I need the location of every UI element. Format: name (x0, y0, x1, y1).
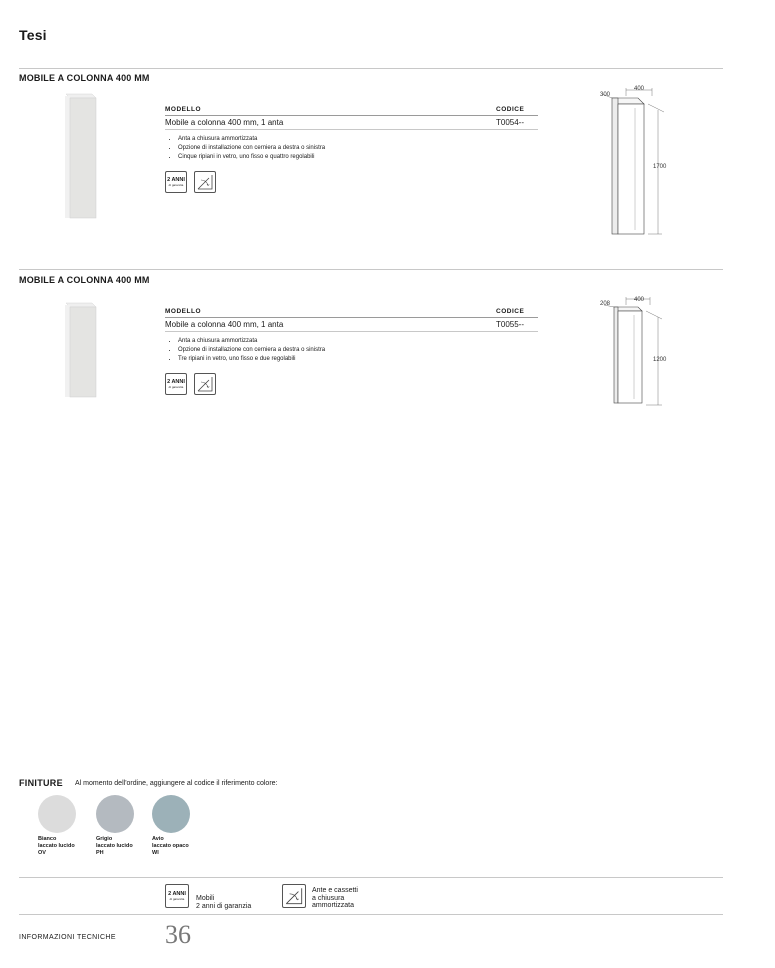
warranty-badge-subtext: di garanzia (168, 385, 184, 389)
product-code: T0055-- (496, 320, 525, 329)
product-title: MOBILE A COLONNA 400 MM (19, 275, 150, 285)
legend-softclose-text (312, 887, 358, 910)
feature-item: • Tre ripiani in vetro, uno fisso e due regolabili (178, 355, 325, 364)
warranty-badge-icon (165, 373, 187, 395)
feature-item: • Anta a chiusura ammortizzata (178, 135, 325, 144)
dimension-depth: 208 (600, 301, 611, 307)
table-rule (165, 129, 538, 130)
feature-list (170, 135, 325, 162)
swatch-name: Grigio (96, 836, 113, 842)
feature-item: • Opzione di installazione con cerniera a destra o sinistra (178, 346, 325, 355)
swatch-code: OV (38, 850, 46, 856)
dimension-depth: 300 (600, 92, 611, 98)
model-name: Mobile a colonna 400 mm, 1 anta (165, 320, 284, 329)
column-header-code: CODICE (496, 106, 525, 113)
legend-softclose-line: Ante e cassetti (312, 887, 358, 894)
column-header-model: MODELLO (165, 106, 201, 113)
feature-item: • Cinque ripiani in vetro, uno fisso e quattro regolabili (178, 153, 325, 162)
soft-close-icon (282, 884, 306, 908)
finiture-description: Al momento dell'ordine, aggiungere al codice il riferimento colore: (75, 780, 278, 787)
soft-close-icon (194, 373, 216, 395)
section-divider (19, 68, 723, 69)
swatch-label (96, 836, 146, 857)
finiture-title: FINITURE (19, 778, 63, 788)
section-divider (19, 269, 723, 270)
color-swatch (96, 795, 134, 833)
column-header-code: CODICE (496, 308, 525, 315)
legend-warranty-text (196, 895, 251, 910)
color-swatch (152, 795, 190, 833)
page-number: 36 (165, 920, 191, 949)
warranty-badge-subtext: di garanzia (168, 183, 184, 187)
warranty-badge-text: 2 ANNI (167, 379, 185, 385)
swatch-finish: laccato lucido (38, 843, 75, 849)
legend-softclose-line: a chiusura (312, 894, 345, 902)
soft-close-icon (194, 171, 216, 193)
table-rule (165, 317, 538, 318)
swatch-finish: laccato lucido (96, 843, 133, 849)
table-rule (165, 115, 538, 116)
product-image (58, 299, 103, 399)
swatch-code: WI (152, 850, 159, 856)
technical-drawing (598, 84, 678, 239)
dimension-width: 400 (634, 86, 645, 92)
product-title: MOBILE A COLONNA 400 MM (19, 73, 150, 83)
feature-item: • Opzione di installazione con cerniera a destra o sinistra (178, 144, 325, 153)
feature-list (170, 337, 325, 364)
swatch-label (38, 836, 88, 857)
warranty-badge-icon (165, 884, 189, 908)
legend-warranty-line: 2 anni di garanzia (196, 902, 252, 910)
dimension-height: 1200 (653, 357, 667, 363)
swatch-name: Bianco (38, 836, 57, 842)
swatch-finish: laccato opaco (152, 843, 189, 849)
swatch-label (152, 836, 202, 857)
warranty-badge-subtext: di garanzia (169, 897, 185, 901)
column-header-model: MODELLO (165, 308, 201, 315)
product-code: T0054-- (496, 118, 525, 127)
legend-warranty-line: Mobili (196, 895, 215, 902)
technical-drawing (598, 295, 678, 410)
product-image (58, 90, 103, 222)
swatch-name: Avio (152, 836, 164, 842)
warranty-badge-text: 2 ANNI (167, 177, 185, 183)
color-swatch (38, 795, 76, 833)
warranty-badge-icon (165, 171, 187, 193)
warranty-badge-text: 2 ANNI (168, 891, 186, 897)
brand-title: Tesi (19, 27, 47, 43)
table-rule (165, 331, 538, 332)
legend-softclose-line: ammortizzata (312, 902, 355, 909)
dimension-width: 400 (634, 297, 645, 303)
feature-item: • Anta a chiusura ammortizzata (178, 337, 325, 346)
footer-label: INFORMAZIONI TECNICHE (19, 934, 116, 941)
dimension-height: 1700 (653, 164, 667, 170)
section-divider (19, 877, 723, 878)
model-name: Mobile a colonna 400 mm, 1 anta (165, 118, 284, 127)
section-divider (19, 914, 723, 915)
swatch-code: PH (96, 850, 104, 856)
